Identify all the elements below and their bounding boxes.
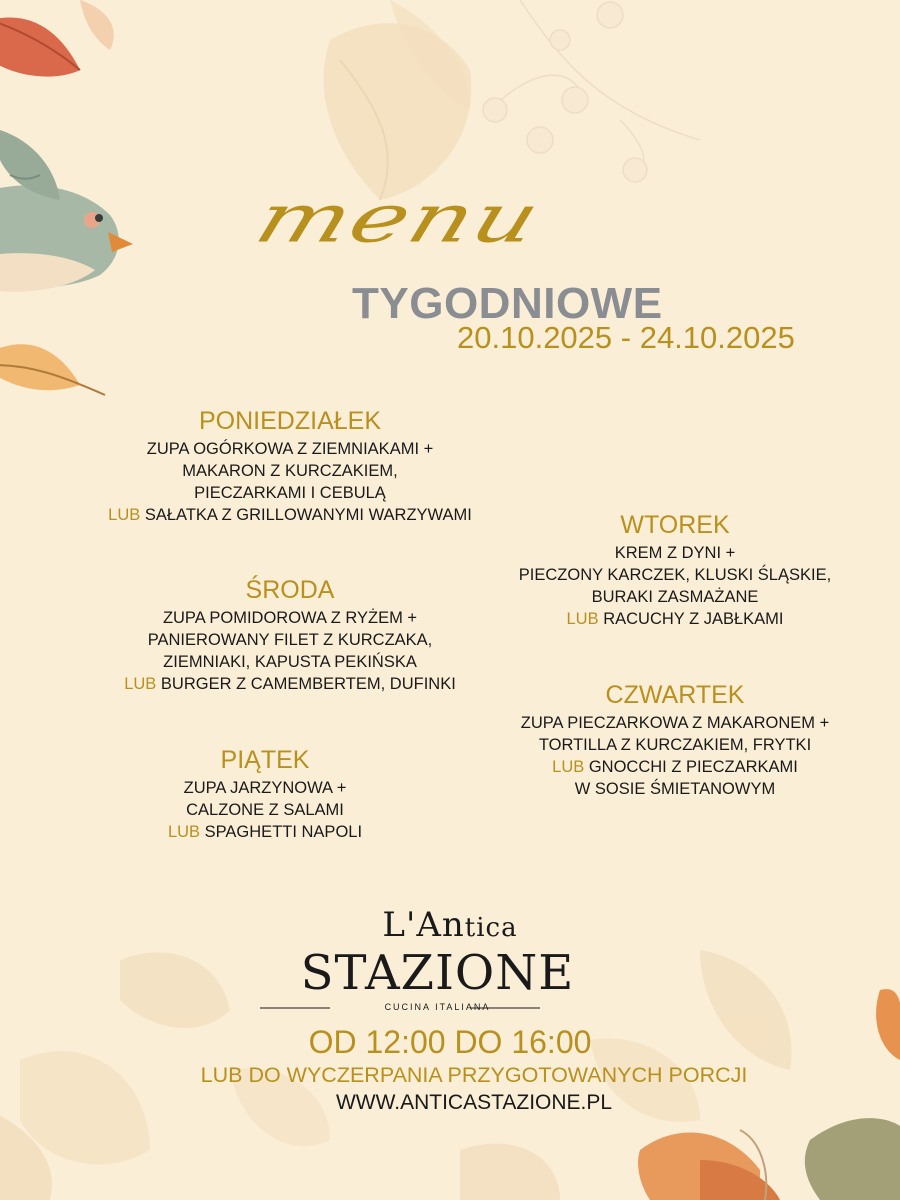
alternative-line xyxy=(480,756,870,778)
menu-line: MAKARON Z KURCZAKIEM, xyxy=(182,462,398,480)
menu-line: PIECZARKAMI I CEBULĄ xyxy=(194,484,386,502)
day-name: WTOREK xyxy=(620,511,730,539)
logo-top-a: L'An xyxy=(382,905,465,945)
day-thursday xyxy=(480,680,870,800)
bird-icon xyxy=(0,130,133,292)
logo-top-line xyxy=(250,905,650,948)
berry-branch-icon xyxy=(483,0,700,182)
lub-label: LUB xyxy=(108,506,141,524)
day-name: PIĄTEK xyxy=(220,746,310,774)
alternative-line xyxy=(30,504,550,526)
menu-line: TORTILLA Z KURCZAKIEM, FRYTKI xyxy=(538,736,812,754)
menu-line: KREM Z DYNI + xyxy=(614,544,736,562)
logo-subtitle xyxy=(225,1002,650,1012)
menu-line: BURAKI ZASMAŻANE xyxy=(591,588,759,606)
alternative-dish: GNOCCHI Z PIECZARKAMI xyxy=(588,758,798,776)
logo-subtitle-text: CUCINA ITALIANA xyxy=(384,1002,491,1012)
menu-line: CALZONE Z SALAMI xyxy=(186,801,344,819)
menu-line: PIECZONY KARCZEK, KLUSKI ŚLĄSKIE, xyxy=(518,566,832,584)
menu-line: ZUPA POMIDOROWA Z RYŻEM + xyxy=(162,609,418,627)
opening-hours: OD 12:00 DO 16:00 xyxy=(308,1024,592,1060)
day-friday xyxy=(90,745,440,843)
availability-note: LUB DO WYCZERPANIA PRZYGOTOWANYCH PORCJI xyxy=(200,1063,748,1087)
alternative-line xyxy=(30,673,550,695)
menu-script-title: menu xyxy=(246,179,552,258)
menu-line: ZUPA OGÓRKOWA Z ZIEMNIAKAMI + xyxy=(146,440,434,458)
menu-subtitle: TYGODNIOWE xyxy=(352,279,663,328)
logo-top-b: tica xyxy=(464,913,518,943)
restaurant-logo xyxy=(300,905,650,1012)
alternative-line xyxy=(90,821,440,843)
menu-line: ZUPA JARZYNOWA + xyxy=(183,779,347,797)
menu-line: ZIEMNIAKI, KAPUSTA PEKIŃSKA xyxy=(163,653,417,671)
alternative-dish: SAŁATKA Z GRILLOWANYMI WARZYWAMI xyxy=(144,506,472,524)
red-leaf-icon xyxy=(0,17,80,76)
lub-label: LUB xyxy=(552,758,585,776)
day-name: ŚRODA xyxy=(245,576,335,604)
alternative-dish-continued: W SOSIE ŚMIETANOWYM xyxy=(574,780,776,798)
alternative-dish: RACUCHY Z JABŁKAMI xyxy=(603,610,784,628)
date-range: 20.10.2025 - 24.10.2025 xyxy=(457,320,795,355)
logo-main-text: STAZIONE xyxy=(300,945,575,1001)
lub-label: LUB xyxy=(566,610,599,628)
menu-line: ZUPA PIECZARKOWA Z MAKARONEM + xyxy=(520,714,830,732)
orange-leaf-icon xyxy=(0,344,105,395)
day-name: CZWARTEK xyxy=(605,681,745,709)
alternative-dish: SPAGHETTI NAPOLI xyxy=(204,823,363,841)
lub-label: LUB xyxy=(167,823,201,841)
alternative-dish: BURGER Z CAMEMBERTEM, DUFINKI xyxy=(160,675,456,693)
peach-leaf-icon xyxy=(80,0,114,50)
day-monday xyxy=(30,406,550,526)
day-name: PONIEDZIAŁEK xyxy=(199,407,381,435)
logo-divider xyxy=(260,1002,540,1014)
day-wednesday xyxy=(30,575,550,695)
website-link[interactable]: WWW.ANTICASTAZIONE.PL xyxy=(335,1091,613,1114)
menu-line: PANIEROWANY FILET Z KURCZAKA, xyxy=(147,631,433,649)
lub-label: LUB xyxy=(124,675,157,693)
